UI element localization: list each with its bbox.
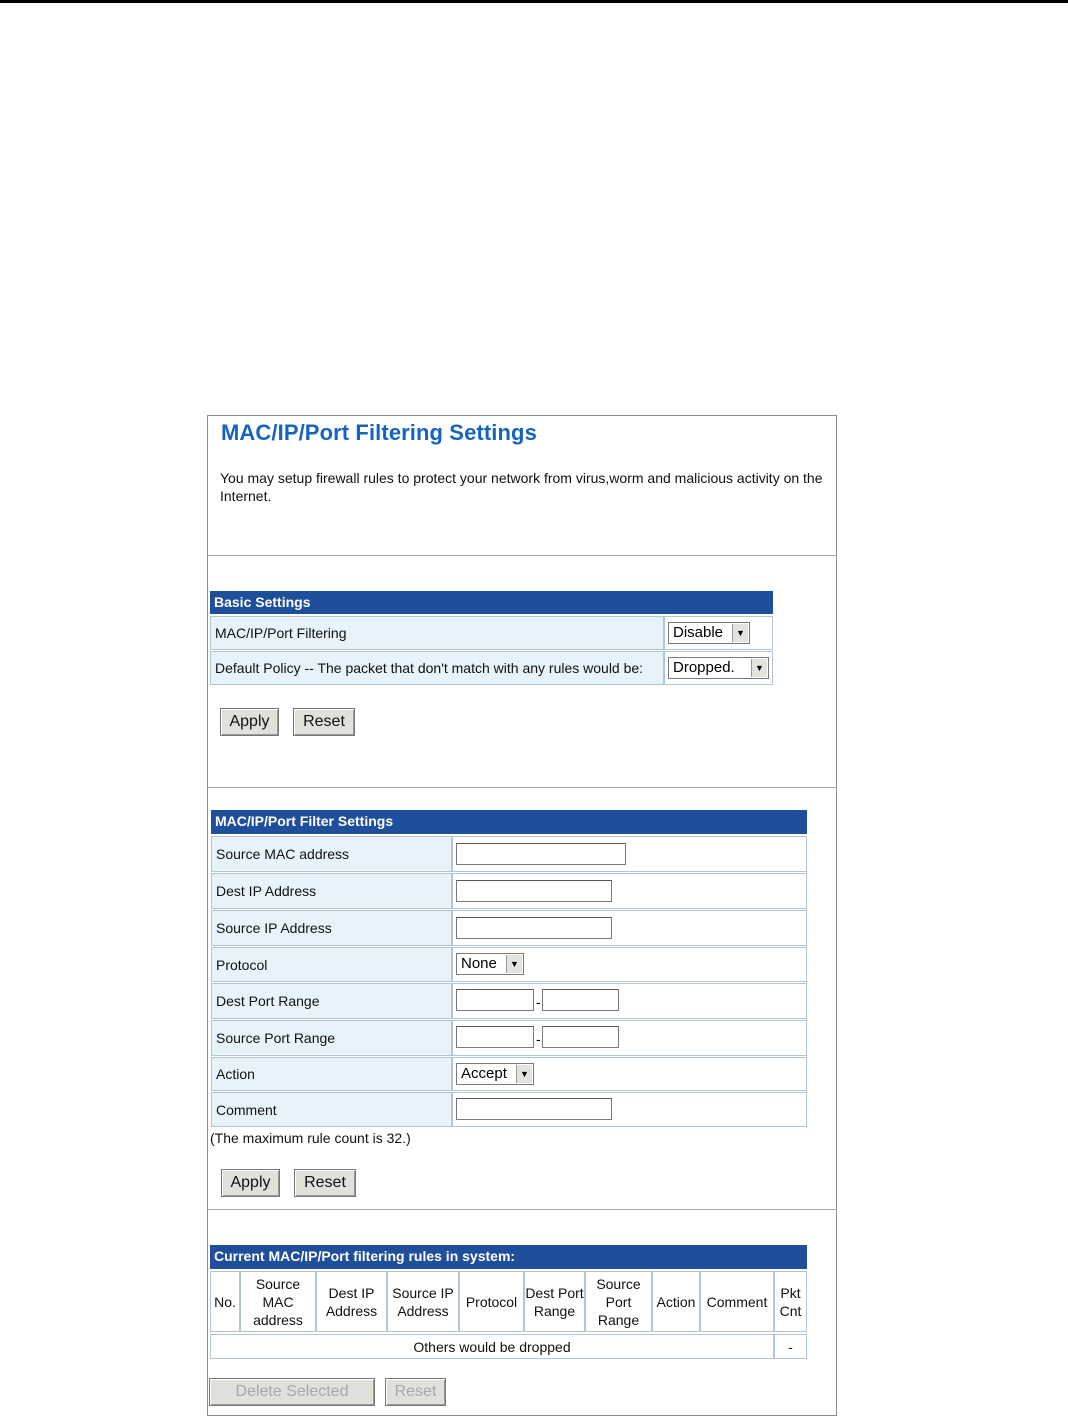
basic-reset-button[interactable]: Reset: [293, 708, 355, 736]
filter-apply-button[interactable]: Apply: [221, 1169, 280, 1197]
default-policy-select[interactable]: [668, 657, 769, 679]
col-comment: Comment: [700, 1271, 774, 1332]
page-intro: You may setup firewall rules to protect your network from virus,worm and malicious activity on the Internet.: [220, 470, 823, 504]
source-ip-cell: [452, 910, 807, 946]
top-rule: [0, 0, 1068, 3]
col-dest-port-range: Dest Port Range: [524, 1271, 585, 1332]
dest-ip-input[interactable]: [456, 880, 612, 902]
source-ip-input[interactable]: [456, 917, 612, 939]
col-action: Action: [652, 1271, 700, 1332]
source-port-end-input[interactable]: [542, 1026, 619, 1048]
source-port-start-input[interactable]: [456, 1026, 534, 1048]
source-mac-input[interactable]: [456, 843, 626, 865]
rules-reset-button[interactable]: Reset: [385, 1378, 446, 1406]
source-ip-label: Source IP Address: [211, 910, 452, 946]
range-separator: -: [536, 994, 541, 1010]
section-divider: [208, 1209, 836, 1210]
action-select-value: Accept: [461, 1065, 507, 1082]
filtering-select[interactable]: [668, 622, 750, 644]
comment-label: Comment: [211, 1092, 452, 1127]
delete-selected-button[interactable]: Delete Selected: [209, 1378, 375, 1406]
section-divider: [208, 555, 836, 556]
dest-ip-cell: [452, 873, 807, 909]
source-port-range-cell: [452, 1020, 807, 1056]
default-policy-select-value: Dropped.: [673, 659, 735, 676]
default-policy-cell: [664, 651, 773, 685]
page-title: MAC/IP/Port Filtering Settings: [221, 420, 537, 445]
filtering-select-value: Disable: [673, 624, 724, 641]
filtering-cell: [664, 616, 773, 650]
col-no: No.: [210, 1271, 240, 1332]
max-rule-note: (The maximum rule count is 32.): [210, 1130, 411, 1146]
basic-apply-button[interactable]: Apply: [220, 708, 279, 736]
col-dest-ip: Dest IP Address: [316, 1271, 387, 1332]
action-label: Action: [211, 1057, 452, 1091]
comment-input[interactable]: [456, 1098, 612, 1120]
default-rule-row: Others would be dropped: [210, 1334, 774, 1359]
dest-port-range-cell: [452, 983, 807, 1019]
chevron-down-icon[interactable]: ▼: [751, 659, 767, 677]
col-protocol: Protocol: [459, 1271, 524, 1332]
dest-ip-label: Dest IP Address: [211, 873, 452, 909]
col-source-ip: Source IP Address: [387, 1271, 459, 1332]
protocol-select[interactable]: [456, 953, 524, 975]
protocol-cell: [452, 947, 807, 982]
dest-port-start-input[interactable]: [456, 989, 534, 1011]
filter-settings-header: MAC/IP/Port Filter Settings: [211, 810, 807, 834]
filtering-label: MAC/IP/Port Filtering: [210, 616, 664, 650]
current-rules-header: Current MAC/IP/Port filtering rules in system:: [210, 1245, 807, 1269]
basic-settings-header: Basic Settings: [210, 591, 773, 614]
action-select[interactable]: [456, 1063, 534, 1085]
chevron-down-icon[interactable]: ▼: [506, 955, 522, 973]
source-mac-label: Source MAC address: [211, 836, 452, 872]
protocol-select-value: None: [461, 955, 497, 972]
default-policy-label: Default Policy -- The packet that don't match with any rules would be:: [210, 651, 664, 685]
source-mac-cell: [452, 836, 807, 872]
default-rule-pkt-cnt: -: [774, 1334, 807, 1359]
comment-cell: [452, 1092, 807, 1127]
source-port-range-label: Source Port Range: [211, 1020, 452, 1056]
col-pkt-cnt: Pkt Cnt: [774, 1271, 807, 1332]
col-source-mac: Source MAC address: [240, 1271, 316, 1332]
section-divider: [208, 787, 836, 788]
dest-port-range-label: Dest Port Range: [211, 983, 452, 1019]
protocol-label: Protocol: [211, 947, 452, 982]
filtering-panel: [207, 415, 837, 1416]
action-cell: [452, 1057, 807, 1091]
dest-port-end-input[interactable]: [542, 989, 619, 1011]
filter-reset-button[interactable]: Reset: [294, 1169, 356, 1197]
chevron-down-icon[interactable]: ▼: [516, 1065, 532, 1083]
chevron-down-icon[interactable]: ▼: [732, 624, 748, 642]
range-separator: -: [536, 1031, 541, 1047]
col-source-port-range: Source Port Range: [585, 1271, 652, 1332]
